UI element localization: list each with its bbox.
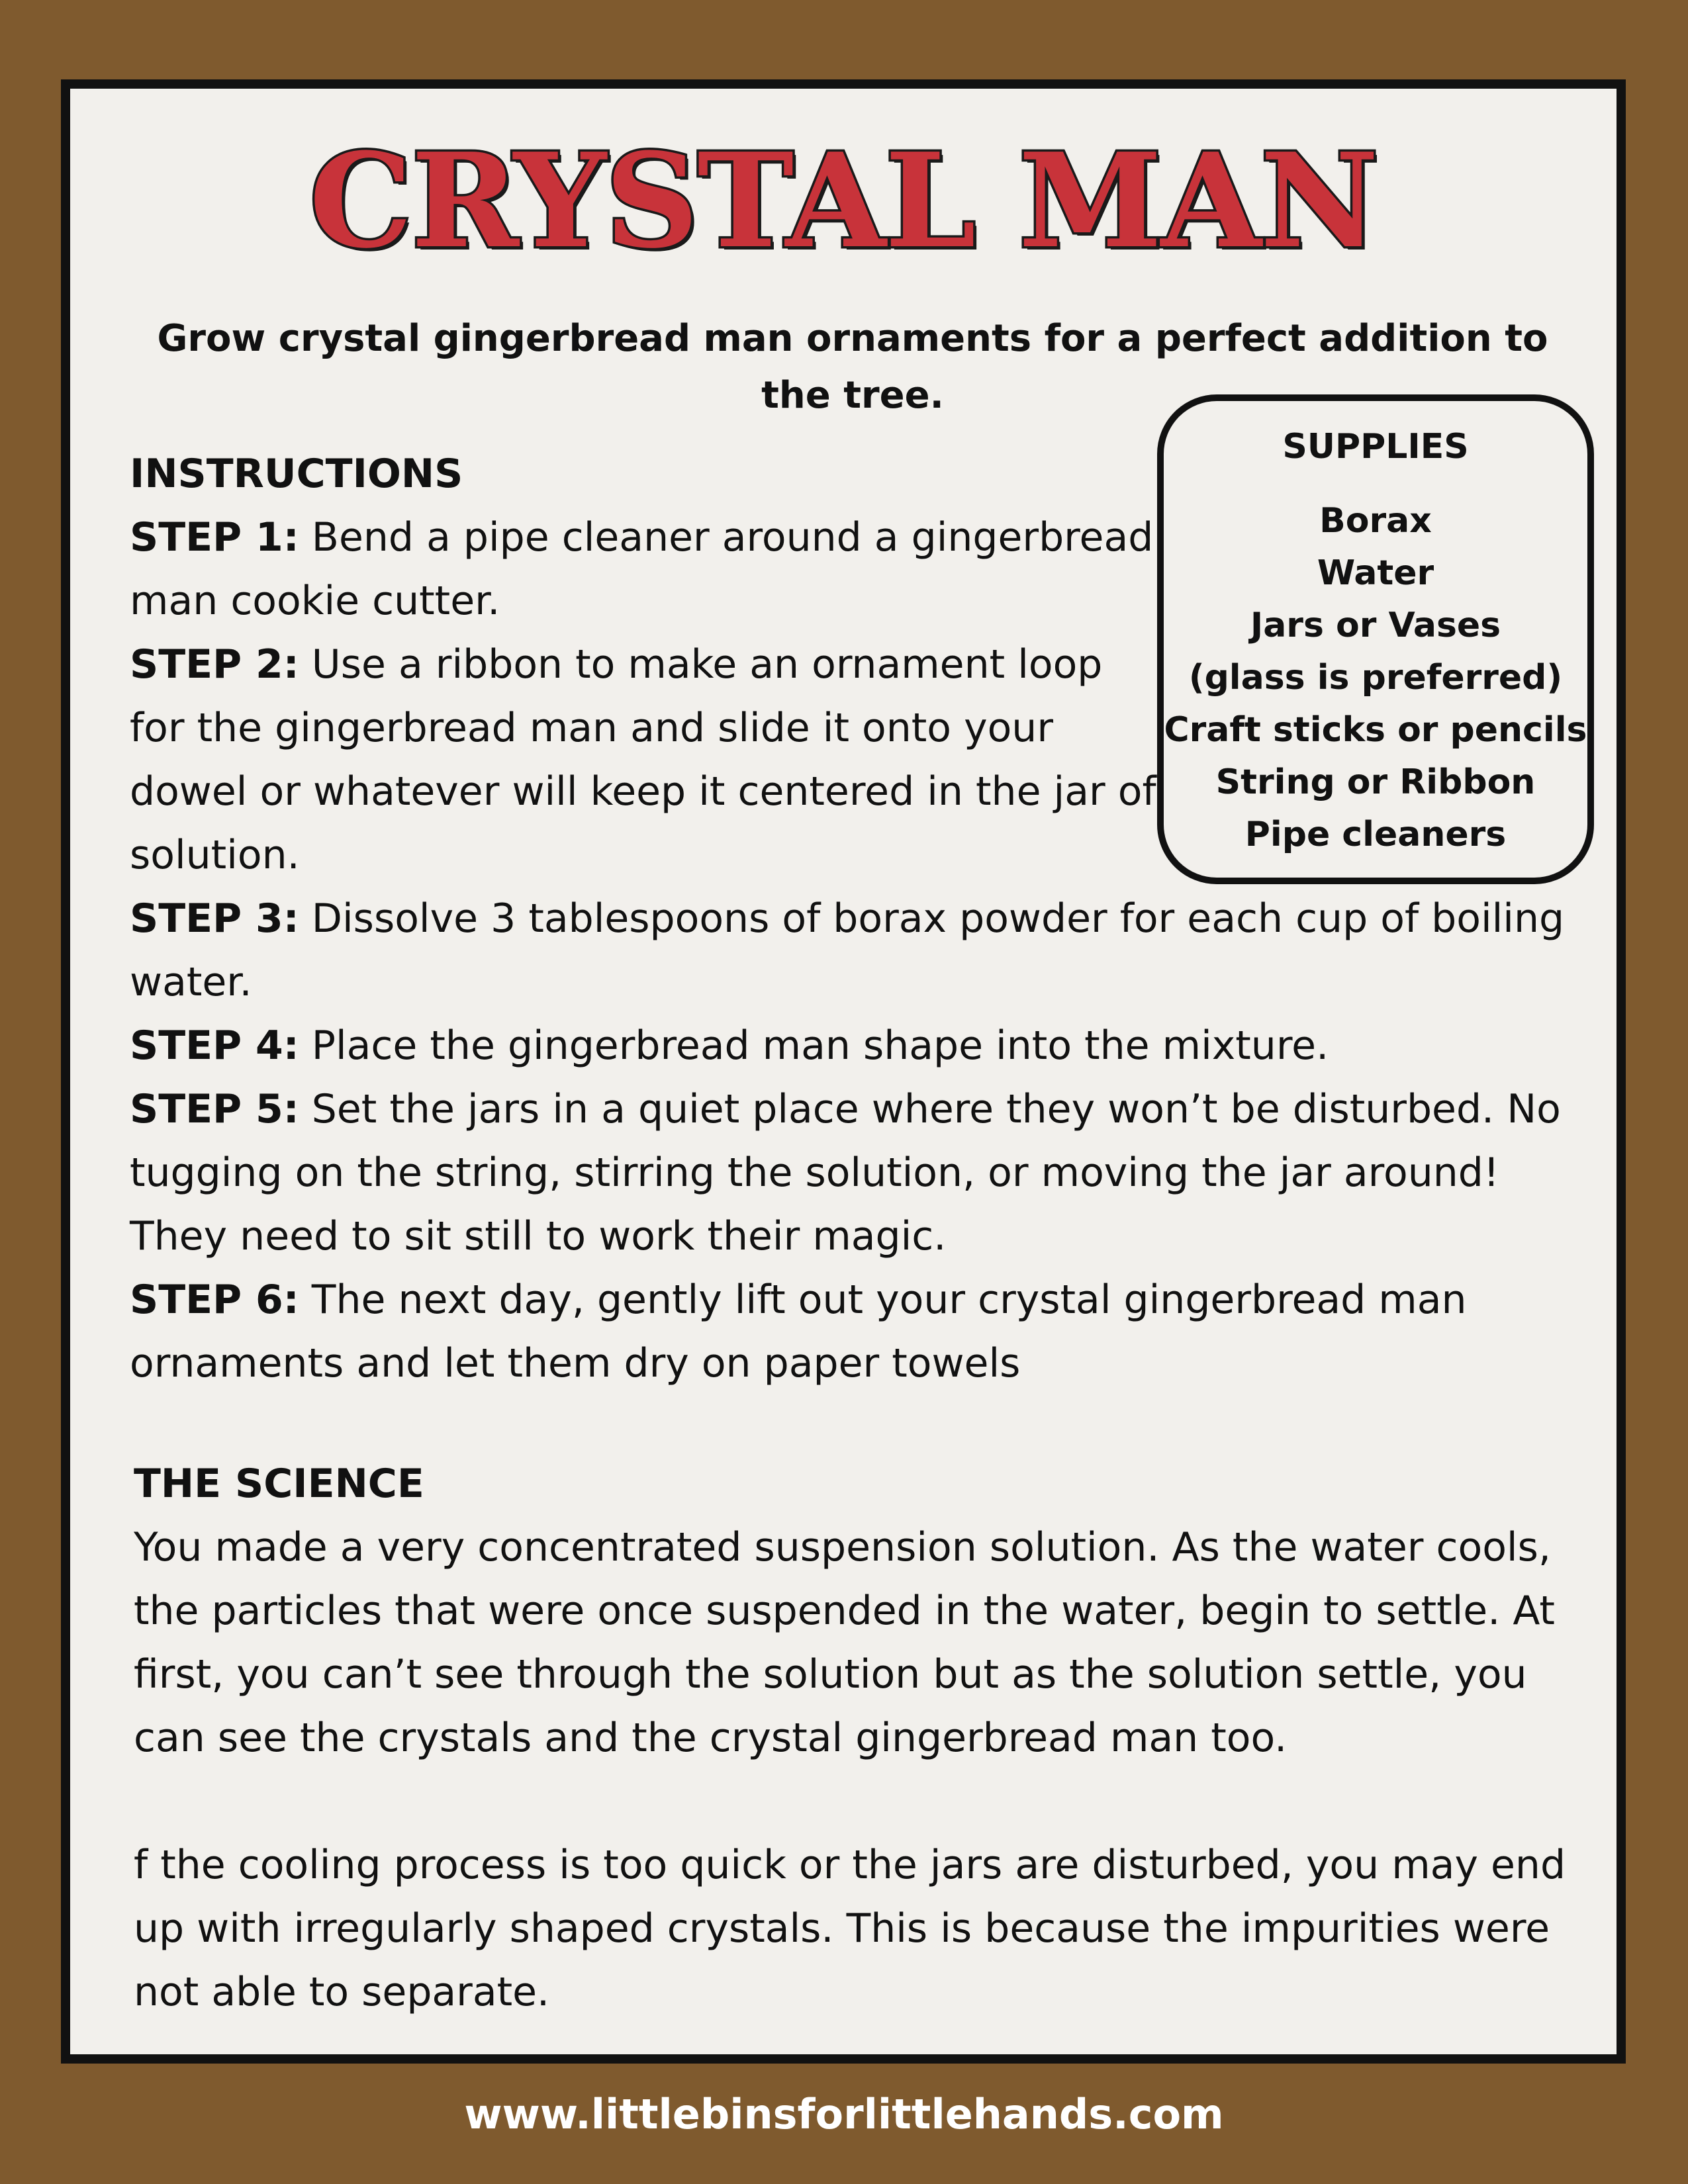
supply-item: Pipe cleaners [1244, 815, 1507, 854]
step-label: STEP 5: [130, 1086, 299, 1132]
step-2 [130, 633, 1162, 887]
step-text: Use a ribbon to make an ornament loop for the gingerbread man and slide it onto your dowel or whatever will keep it centered in the jar of solution. [130, 641, 1156, 878]
step-1 [130, 506, 1162, 633]
supply-item: Water [1317, 553, 1434, 593]
supplies-heading: SUPPLIES [1282, 427, 1469, 467]
step-4 [130, 1014, 1586, 1077]
step-text: Dissolve 3 tablespoons of borax powder for each cup of boiling water. [130, 895, 1565, 1005]
supply-item: Jars or Vases [1250, 606, 1501, 645]
science-heading: THE SCIENCE [134, 1461, 424, 1507]
footer-website: www.littlebinsforlittlehands.com [464, 2090, 1224, 2138]
step-text: Set the jars in a quiet place where they won’t be disturbed. No tugging on the string, stirring the solution, or moving the jar around! They need to sit still to work their magic. [130, 1086, 1561, 1259]
science-section [134, 1452, 1577, 2024]
step-label: STEP 1: [130, 514, 299, 561]
step-label: STEP 3: [130, 895, 299, 942]
supply-item: Borax [1319, 501, 1432, 541]
instructions-section [130, 442, 1586, 1395]
step-text: Place the gingerbread man shape into the mixture. [299, 1023, 1329, 1069]
step-label: STEP 4: [130, 1023, 299, 1069]
supply-item: (glass is preferred) [1188, 658, 1563, 698]
step-label: STEP 6: [130, 1277, 299, 1323]
supply-item: String or Ribbon [1215, 762, 1536, 802]
science-paragraph: You made a very concentrated suspension solution. As the water cools, the particles that were once suspended in the water, begin to settle. At first, you can’t see through the solution but as the solution settle, you can see the crystals and the crystal gingerbread man too. [134, 1524, 1555, 1761]
subtitle: Grow crystal gingerbread man ornaments for a perfect addition to the tree. [157, 317, 1548, 417]
supply-item: Craft sticks or pencils [1164, 710, 1587, 750]
science-paragraph: f the cooling process is too quick or the jars are disturbed, you may end up with irregularly shaped crystals. This is because the impurities were not able to separate. [134, 1842, 1566, 2015]
step-label: STEP 2: [130, 641, 299, 688]
step-text: The next day, gently lift out your crystal gingerbread man ornaments and let them dry on paper towels [130, 1277, 1467, 1387]
step-text: Bend a pipe cleaner around a gingerbread man cookie cutter. [130, 514, 1154, 624]
step-5 [130, 1077, 1586, 1268]
instructions-heading: INSTRUCTIONS [130, 451, 463, 497]
page-title: CRYSTAL MAN [309, 125, 1378, 277]
step-3 [130, 887, 1586, 1014]
step-6 [130, 1268, 1586, 1395]
printable-card [61, 79, 1626, 2064]
